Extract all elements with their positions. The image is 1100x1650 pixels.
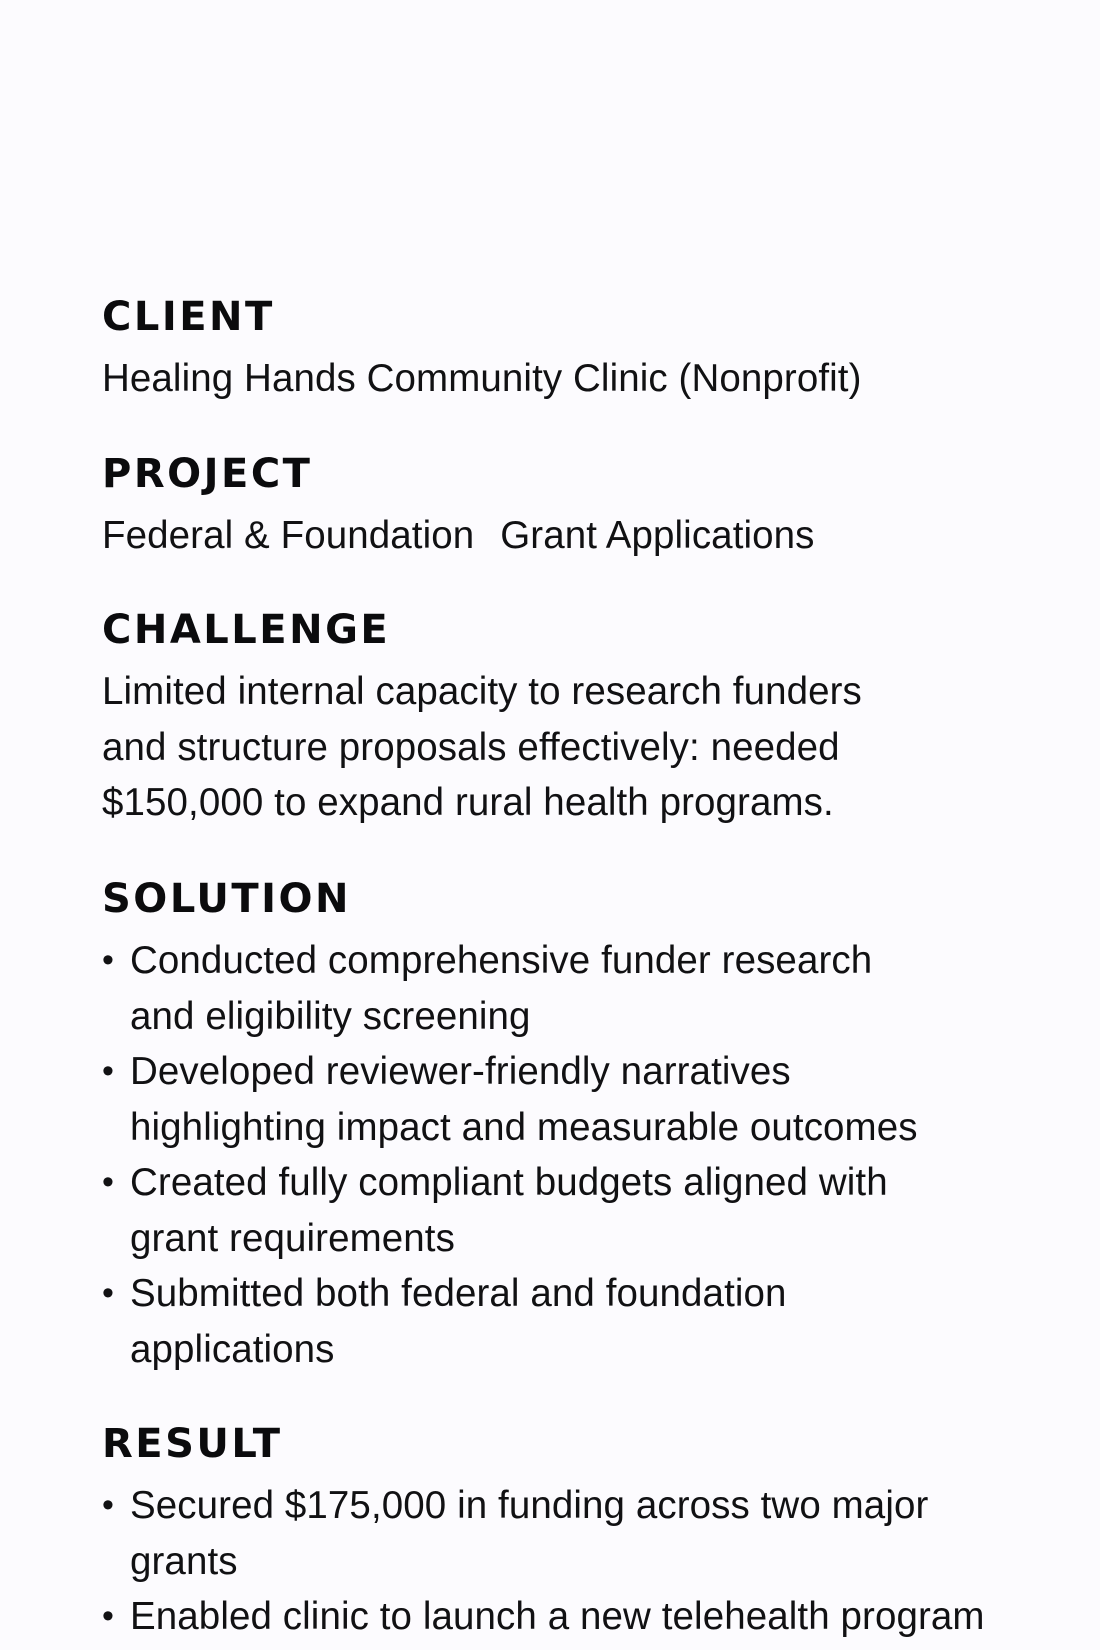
bullet-icon: • <box>102 1163 115 1201</box>
project-value <box>102 508 1062 564</box>
challenge-line: Limited internal capacity to research funders <box>102 670 862 713</box>
list-item-line: Conducted comprehensive funder research <box>130 939 873 982</box>
challenge-line: and structure proposals effectively: needed <box>102 725 840 769</box>
list-item-line: Secured $175,000 in funding across two major <box>130 1484 929 1527</box>
solution-list <box>102 933 1062 1377</box>
list-item-line: and eligibility screening <box>130 994 531 1038</box>
challenge-text <box>102 664 1062 831</box>
challenge-line: $150,000 to expand rural health programs. <box>102 781 834 824</box>
solution-list-item <box>102 1266 1062 1377</box>
client-heading: CLIENT <box>102 294 275 340</box>
project-value-part1: Federal & Foundation <box>102 514 475 557</box>
bullet-icon: • <box>102 1597 115 1635</box>
project-section <box>102 450 1062 564</box>
solution-heading: SOLUTION <box>102 876 352 922</box>
bullet-icon: • <box>102 941 115 979</box>
list-item-line: highlighting impact and measurable outcomes <box>130 1105 918 1149</box>
result-list <box>102 1478 1062 1645</box>
project-value-part2: Grant Applications <box>500 514 815 557</box>
project-heading: PROJECT <box>102 451 313 497</box>
list-item-line: Created fully compliant budgets aligned with <box>130 1161 888 1204</box>
solution-section <box>102 875 1062 1377</box>
bullet-icon: • <box>102 1486 115 1524</box>
result-heading: RESULT <box>102 1421 283 1467</box>
result-section <box>102 1420 1062 1645</box>
list-item-line: grant requirements <box>130 1216 455 1260</box>
client-section <box>102 293 1062 407</box>
result-list-item <box>102 1589 1062 1645</box>
list-item-line: applications <box>130 1327 335 1371</box>
result-list-item <box>102 1478 1062 1589</box>
bullet-icon: • <box>102 1052 115 1090</box>
challenge-heading: CHALLENGE <box>102 607 391 653</box>
challenge-section <box>102 606 1062 831</box>
list-item-line: Developed reviewer-friendly narratives <box>130 1050 791 1093</box>
list-item-line: Enabled clinic to launch a new telehealth program <box>130 1595 985 1638</box>
list-item-line: grants <box>130 1539 238 1583</box>
client-value: Healing Hands Community Clinic (Nonprofit) <box>102 357 862 400</box>
solution-list-item <box>102 1155 1062 1266</box>
solution-list-item <box>102 933 1062 1044</box>
solution-list-item <box>102 1044 1062 1155</box>
bullet-icon: • <box>102 1274 115 1312</box>
list-item-line: Submitted both federal and foundation <box>130 1272 787 1315</box>
